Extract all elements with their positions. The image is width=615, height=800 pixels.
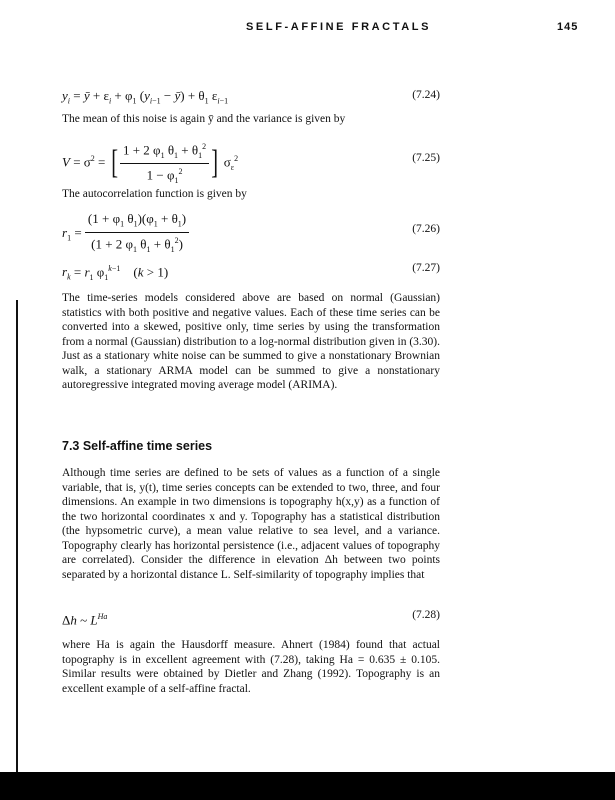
section-heading: 7.3 Self-affine time series bbox=[62, 439, 213, 453]
equation-7-28: Δh ~ $L^{Ha}$ bbox=[62, 612, 108, 628]
equation-number-7-24: (7.24) bbox=[412, 89, 440, 101]
equation-number-7-25: (7.25) bbox=[412, 152, 440, 164]
equation-7-27: $r_k = r_1$ $\varphi_1^{k-1}$ (k > 1) bbox=[62, 264, 169, 282]
equation-7-24: $y_i$ = ȳ + $\varepsilon_i + \varphi_1$ ($y_{i-1}$ − ȳ) + $\theta_1$ $\varepsilon_{i-1}$ bbox=[62, 88, 229, 106]
mean-variance-line: The mean of this noise is again ȳ and the variance is given by bbox=[62, 113, 346, 125]
paragraph-gaussian: The time-series models considered above are based on normal (Gaussian) statistics with both positive and negative values. Each of these time series can be converted into a skewed, positive only, time series by using the transformation from a normal (Gaussian) distribution to a log-normal distribution given in (3.30). Just as a stationary white noise can be summed to give a nonstationary Brownian walk, a stationary ARMA model can be summed to give a nonstationary autoregressive integrated moving average model (ARIMA). bbox=[62, 292, 440, 391]
scan-bottom-edge bbox=[0, 772, 615, 800]
scan-margin-line bbox=[16, 300, 18, 786]
equation-number-7-28: (7.28) bbox=[412, 609, 440, 621]
equation-number-7-26: (7.26) bbox=[412, 223, 440, 235]
equation-number-7-27: (7.27) bbox=[412, 262, 440, 274]
equation-7-25: $V = \sigma^2$ = [ $\frac{1 + 2 \varphi_1 \theta_1 + \theta_1^2}{1 - \varphi_1^2}$ ] $\sigma_\varepsilon^2$ bbox=[62, 139, 238, 188]
page-number: 145 bbox=[557, 21, 579, 33]
equation-7-26: $r_1$ = $\frac{(1 + \varphi_1 \theta_1)(\varphi_1 + \theta_1)}{(1 + 2 \varphi_1 \theta_1 + \theta_1^2)}$ bbox=[62, 211, 189, 257]
paragraph-self-affine: Although time series are defined to be sets of values as a function of a single variable, that is, y(t), time series concepts can be extended to two, three, and four dimensions. An example in two dimensions is topography h(x,y) as a function of the two horizontal coordinates x and y. Topography has a statistical distribution (the hypsometric curve), a mean value relative to sea level, and a variance. Topography clearly has horizontal persistence (i.e., adjacent values of topography are correlated). Consider the difference in elevation Δh between two points separated by a horizontal distance L. Self-similarity of topography implies that bbox=[62, 467, 440, 581]
running-head: SELF-AFFINE FRACTALS bbox=[246, 21, 432, 33]
paragraph-topography: where Ha is again the Hausdorff measure. Ahnert (1984) found that actual topography is in excellent agreement with (7.28), taking Ha = 0.635 ± 0.105. Similar results were obtained by Dietler and Zhang (1992). Topography is an excellent example of a self-affine fractal. bbox=[62, 639, 440, 695]
autocorrelation-line: The autocorrelation function is given by bbox=[62, 188, 247, 200]
